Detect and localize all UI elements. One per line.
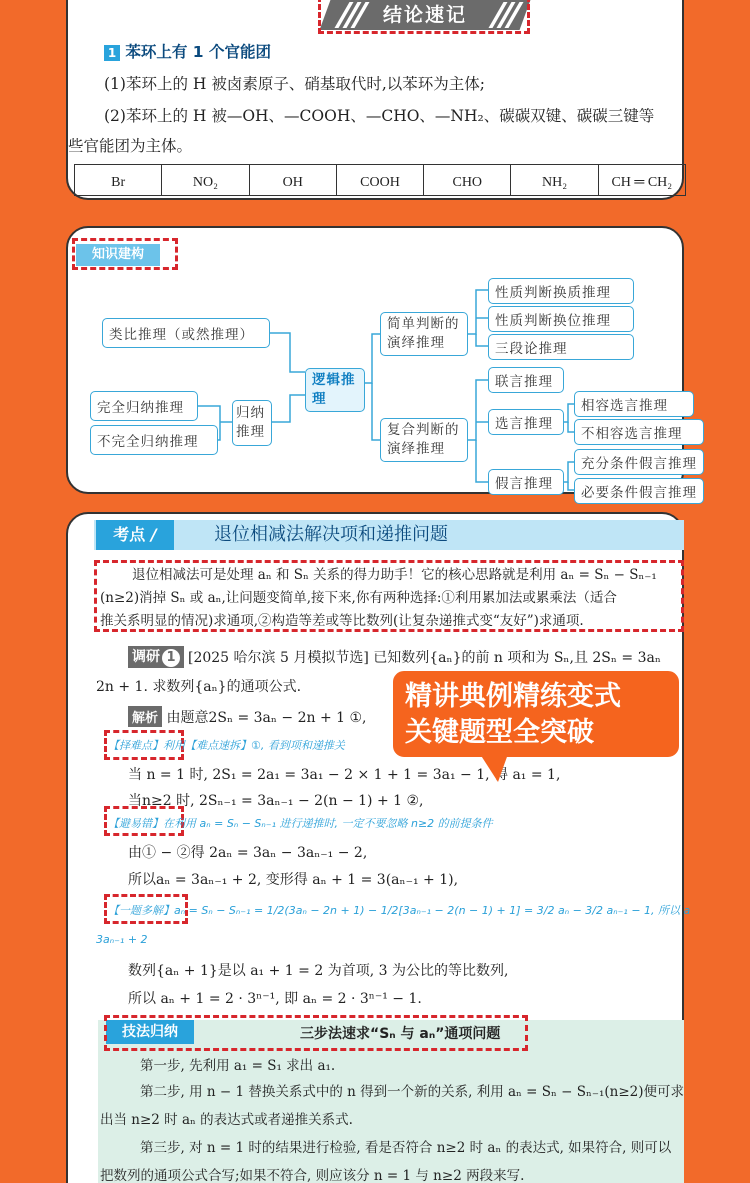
solution-line-6: 数列{aₙ + 1}是以 a₁ + 1 = 2 为首项, 3 为公比的等比数列, xyxy=(128,963,509,979)
map-node-quality-conversion: 性质判断换质推理 xyxy=(488,278,634,304)
map-node-conjunctive: 联言推理 xyxy=(488,367,564,393)
map-node-quality-position: 性质判断换位推理 xyxy=(488,306,634,332)
knowledge-tag: 知识建构 xyxy=(76,244,160,266)
highlight-frame xyxy=(104,1015,528,1051)
map-node-sufficient-hypothetical: 充分条件假言推理 xyxy=(574,449,704,475)
heading-number: 1 xyxy=(104,45,120,61)
method-title: 三步法速求“Sₙ 与 aₙ”通项问题 xyxy=(300,1026,501,1042)
solution-line-2: 当 n = 1 时, 2S₁ = 2a₁ = 3a₁ − 2 × 1 + 1 = 3a₁ − 1, 得 a₁ = 1, xyxy=(128,767,561,783)
method-step-1: 第一步, 先利用 a₁ = S₁ 求出 a₁. xyxy=(140,1058,336,1074)
map-node-disjunctive: 选言推理 xyxy=(488,409,564,435)
method-step-3-cont: 把数列的通项公式合写;如果不符合, 则应该分 n = 1 与 n≥2 两段来写. xyxy=(100,1168,525,1183)
map-node-simple-deduction: 简单判断的演绎推理 xyxy=(380,312,468,356)
solution-line-7: 所以 aₙ + 1 = 2 · 3ⁿ⁻¹, 即 aₙ = 2 · 3ⁿ⁻¹ − 1. xyxy=(128,991,422,1007)
diaoyan-number: 1 xyxy=(162,649,180,667)
promo-line-1: 精讲典例精练变式 xyxy=(405,681,621,712)
map-node-syllogism: 三段论推理 xyxy=(488,334,634,360)
table-cell: NH₂ xyxy=(511,165,598,195)
map-node-root: 逻辑推理 xyxy=(305,368,365,412)
table-cell: COOH xyxy=(337,165,424,195)
note-multi-solution-cont: 3aₙ₋₁ + 2 xyxy=(96,933,148,946)
solution-line-1 xyxy=(128,706,367,727)
map-node-induction: 归纳推理 xyxy=(232,400,272,446)
promo-line-2: 关键题型全突破 xyxy=(405,717,594,748)
intro-line-3: 推关系明显的情况)求通项,②构造等差或等比数列(让复杂递推式变“友好”)求通项. xyxy=(100,613,584,629)
map-node-necessary-hypothetical: 必要条件假言推理 xyxy=(574,478,704,504)
note-difficulty: 【择难点】利用【难点速拆】①, 看到项和递推关 xyxy=(108,739,345,752)
map-node-complete-induction: 完全归纳推理 xyxy=(90,391,198,421)
map-node-compound-deduction: 复合判断的演绎推理 xyxy=(380,418,468,462)
table-cell: Br xyxy=(75,165,162,195)
question-line-1: [2025 哈尔滨 5 月模拟节选] 已知数列{aₙ}的前 n 项和为 Sₙ,且 2Sₙ = 3aₙ xyxy=(188,650,661,666)
diaoyan-tag xyxy=(128,646,184,668)
map-node-compatible-disjunctive: 相容选言推理 xyxy=(574,391,694,417)
map-node-analogy: 类比推理（或然推理） xyxy=(102,318,270,348)
jiexi-tag: 解析 xyxy=(128,706,162,727)
method-step-2-cont: 出当 n≥2 时 aₙ 的表达式或者递推关系式. xyxy=(100,1112,353,1128)
method-step-3: 第三步, 对 n = 1 时的结果进行检验, 看是否符合 n≥2 时 aₙ 的表达式, 如果符合, 则可以 xyxy=(140,1140,672,1156)
solution-text-1: 由题意2Sₙ = 3aₙ − 2n + 1 ①, xyxy=(166,710,367,726)
summary-point-1: (1)苯环上的 H 被卤素原子、硝基取代时,以苯环为主体; xyxy=(104,75,485,93)
solution-line-3: 当n≥2 时, 2Sₙ₋₁ = 3aₙ₋₁ − 2(n − 1) + 1 ②, xyxy=(128,793,424,809)
intro-line-1: 退位相减法可是处理 aₙ 和 Sₙ 关系的得力助手！它的核心思路就是利用 aₙ = Sₙ − Sₙ₋₁ xyxy=(132,567,657,583)
table-cell: CH ═ CH₂ xyxy=(611,175,673,190)
table-cell: NO₂ xyxy=(162,165,249,195)
promo-bubble xyxy=(390,668,682,760)
note-multi-solution: 【一题多解】aₙ = Sₙ − Sₙ₋₁ = 1/2(3aₙ − 2n + 1) − 1/2[3aₙ₋₁ − 2(n − 1) + 1] = 3/2 aₙ − 3/2 aₙ₋₁ − 1, 所以 a xyxy=(108,904,691,917)
summary-point-2: (2)苯环上的 H 被—OH、—COOH、—CHO、—NH₂、碳碳双键、碳碳三键等 xyxy=(104,107,655,125)
intro-line-2: (n≥2)消掉 Sₙ 或 aₙ,让问题变简单,接下来,你有两种选择:①利用累加法或累乘法（适合 xyxy=(100,590,617,606)
question-line-2: 2n + 1. 求数列{aₙ}的通项公式. xyxy=(96,679,302,695)
kaodian-title: 退位相减法解决项和递推问题 xyxy=(214,524,448,545)
map-node-incompatible-disjunctive: 不相容选言推理 xyxy=(574,419,704,445)
diaoyan-label: 调研 xyxy=(132,649,160,665)
table-cell: OH xyxy=(250,165,337,195)
map-node-incomplete-induction: 不完全归纳推理 xyxy=(90,425,218,455)
map-node-hypothetical: 假言推理 xyxy=(488,469,564,495)
summary-point-3: 些官能团为主体。 xyxy=(68,137,193,155)
method-tag: 技法归纳 xyxy=(106,1020,194,1044)
method-step-2: 第二步, 用 n − 1 替换关系式中的 n 得到一个新的关系, 利用 aₙ = Sₙ − Sₙ₋₁(n≥2)便可求 xyxy=(140,1084,685,1100)
note-pitfall: 【避易错】在利用 aₙ = Sₙ − Sₙ₋₁ 进行递推时, 一定不要忽略 n≥2 的前提条件 xyxy=(108,817,493,830)
summary-banner: 结论速记 xyxy=(382,4,467,26)
solution-line-4: 由① − ②得 2aₙ = 3aₙ − 3aₙ₋₁ − 2, xyxy=(128,845,368,861)
table-cell: CHO xyxy=(424,165,511,195)
heading-text: 苯环上有 1 个官能团 xyxy=(125,43,271,61)
solution-line-5: 所以aₙ = 3aₙ₋₁ + 2, 变形得 aₙ + 1 = 3(aₙ₋₁ + 1), xyxy=(128,872,459,888)
promo-bubble-tail xyxy=(480,754,508,782)
kaodian-tag: 考点 / xyxy=(96,520,174,550)
kaodian-tag-label: 考点 xyxy=(113,525,146,544)
